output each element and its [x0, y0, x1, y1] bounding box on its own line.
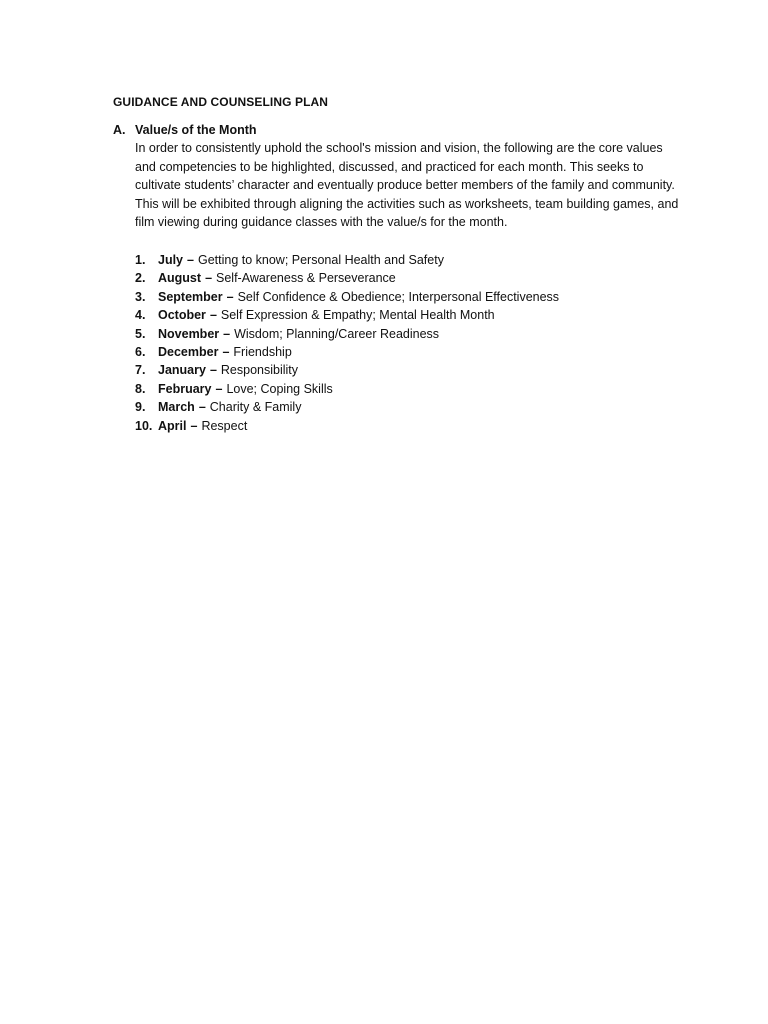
section-a-letter: A.: [113, 123, 126, 137]
list-item-dash: –: [190, 418, 198, 433]
list-item-value: Respect: [201, 418, 248, 433]
list-item-month: January: [158, 363, 206, 378]
list-item-number: 10.: [135, 418, 153, 433]
list-item-dash: –: [187, 253, 194, 267]
list-item-month: September: [158, 289, 223, 304]
list-item-value: Friendship: [233, 345, 292, 360]
list-item-month: August: [158, 271, 202, 286]
list-item-dash: –: [222, 345, 230, 360]
list-item-month: March: [158, 400, 195, 415]
list-item-number: 5.: [135, 326, 146, 341]
list-item-value: Self Expression & Empathy; Mental Health Month: [220, 308, 495, 323]
list-item-dash: –: [215, 381, 223, 396]
list-item: [135, 251, 559, 269]
list-item-month: February: [158, 381, 212, 396]
list-item-value: Responsibility: [220, 363, 299, 378]
values-list: [135, 251, 559, 435]
list-item: [135, 343, 559, 361]
list-item-number: 7.: [135, 363, 146, 378]
list-item-month: July: [158, 253, 184, 267]
list-item: [135, 380, 559, 398]
list-item-month: October: [158, 308, 206, 323]
list-item: [135, 398, 559, 416]
list-item-number: 2.: [135, 271, 146, 286]
list-item-number: 4.: [135, 308, 146, 323]
list-item-value: Charity & Family: [209, 400, 302, 415]
document-title: GUIDANCE AND COUNSELING PLAN: [113, 95, 329, 109]
list-item-month: December: [158, 345, 219, 360]
list-item-value: Self-Awareness & Perseverance: [216, 271, 396, 286]
list-item: [135, 269, 559, 287]
list-item-number: 6.: [135, 345, 146, 360]
list-item-month: November: [158, 326, 220, 341]
list-item-month: April: [158, 418, 187, 433]
list-item-dash: –: [223, 326, 231, 341]
section-a-paragraph: In order to consistently uphold the school's mission and vision, the following are the core values and competencies to be highlighted, discussed, and practiced for each month. This seeks to cultivate students’ character and eventually produce better members of the family and community. This will be exhibited through aligning the activities such as worksheets, team building games, and film viewing during guidance classes with the value/s for the month.: [135, 141, 679, 230]
list-item-dash: –: [205, 271, 213, 286]
list-item-value: Wisdom; Planning/Career Readiness: [234, 326, 440, 341]
list-item-number: 3.: [135, 289, 146, 304]
list-item: [135, 361, 559, 379]
list-item-number: 8.: [135, 381, 146, 396]
section-a-header: [113, 121, 693, 139]
list-item-number: 9.: [135, 400, 146, 415]
list-item-value: Getting to know; Personal Health and Safety: [197, 253, 444, 267]
list-item-value: Self Confidence & Obedience; Interpersonal Effectiveness: [237, 289, 560, 304]
list-item-value: Love; Coping Skills: [226, 381, 333, 396]
list-item-dash: –: [209, 363, 217, 378]
section-a-heading: Value/s of the Month: [135, 123, 257, 137]
list-item: [135, 306, 559, 324]
list-item-dash: –: [209, 308, 217, 323]
list-item-number: 1.: [135, 253, 146, 267]
list-item: [135, 417, 559, 435]
list-item: [135, 325, 559, 343]
list-item-dash: –: [226, 289, 234, 304]
list-item: [135, 288, 559, 306]
section-a: [113, 121, 693, 231]
list-item-dash: –: [198, 400, 206, 415]
